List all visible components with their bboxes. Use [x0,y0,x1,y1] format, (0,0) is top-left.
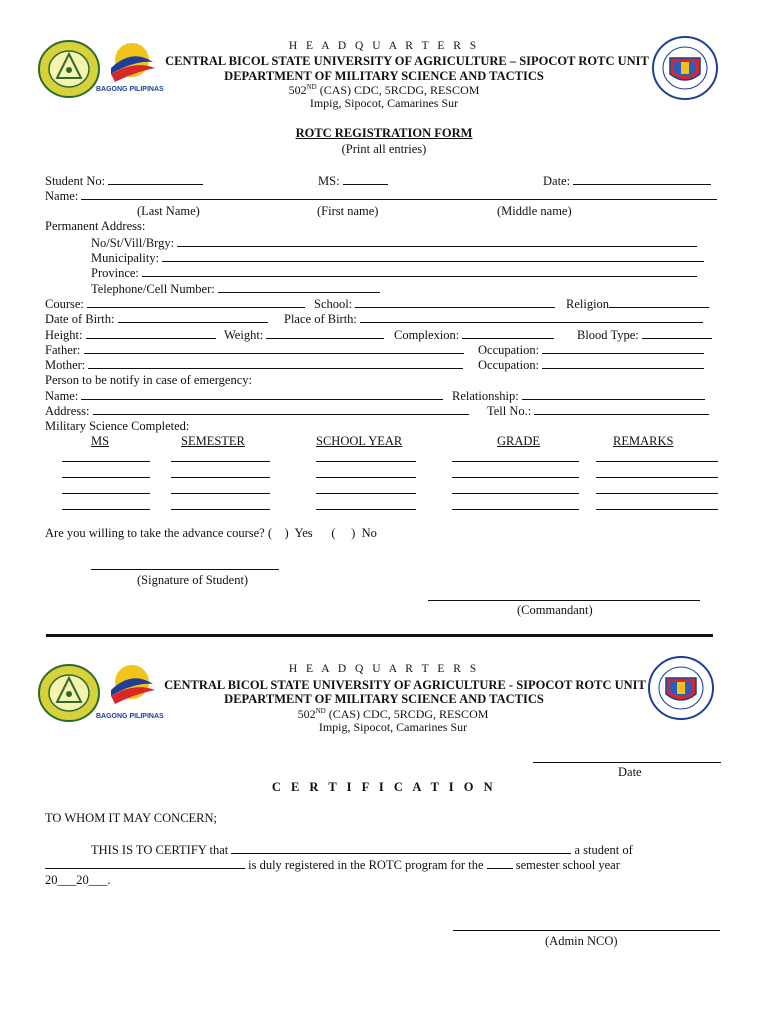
complexion-field[interactable] [394,327,554,343]
last-name-caption: (Last Name) [137,204,200,218]
weight-field[interactable] [224,327,384,343]
father-occupation-label: Occupation: [478,343,540,357]
dob-label: Date of Birth: [45,312,115,326]
name-field[interactable] [45,188,717,204]
telephone-label: Telephone/Cell Number: [91,282,215,296]
col-semester: SEMESTER [181,434,245,448]
relationship-label: Relationship: [452,389,519,403]
table-cell-line[interactable] [171,509,270,510]
street-label: No/St/Vill/Brgy: [91,236,175,250]
unit-suffix: (CAS) CDC, 5RCDG, RESCOM [316,83,480,97]
school-year-field[interactable]: 20___20___. [45,873,111,887]
advance-course-question[interactable]: Are you willing to take the advance course? ( ) Yes ( ) No [45,526,377,540]
unit-suffix-2: (CAS) CDC, 5RCDG, RESCOM [325,707,489,721]
mother-label: Mother: [45,358,86,372]
mother-field[interactable] [45,357,463,373]
blood-type-label: Blood Type: [577,328,639,342]
table-cell-line[interactable] [596,493,718,494]
street-field[interactable] [91,235,697,251]
col-grade: GRADE [497,434,541,448]
province-field[interactable] [91,265,697,281]
pob-label: Place of Birth: [284,312,357,326]
certify-text-d: semester school year [515,858,620,872]
admin-signature-line[interactable] [453,930,720,931]
table-cell-line[interactable] [596,509,718,510]
ms-label: MS: [318,174,340,188]
father-occupation-field[interactable] [478,342,704,358]
col-remarks: REMARKS [613,434,674,448]
permanent-address-label: Permanent Address: [45,219,146,233]
department-name-2: DEPARTMENT OF MILITARY SCIENCE AND TACTICS [224,692,544,706]
student-name-blank[interactable] [231,842,571,854]
certify-text-b: a student of [574,843,633,857]
form-subtitle: (Print all entries) [341,142,427,156]
table-cell-line[interactable] [171,461,270,462]
certify-line-1[interactable] [91,842,633,858]
table-cell-line[interactable] [171,477,270,478]
headquarters-label: H E A D Q U A R T E R S [288,40,480,52]
form-title: ROTC REGISTRATION FORM [295,126,473,140]
relationship-field[interactable] [452,388,705,404]
commandant-caption: (Commandant) [517,603,593,617]
school-blank[interactable] [45,857,245,869]
course-label: Course: [45,297,84,311]
table-cell-line[interactable] [62,493,150,494]
semester-blank[interactable] [487,857,513,869]
cert-date-caption: Date [618,765,642,779]
emergency-name-field[interactable] [45,388,443,404]
height-label: Height: [45,328,83,342]
date-field[interactable] [543,173,711,189]
religion-label: Religion [566,297,610,311]
student-no-field[interactable] [45,173,203,189]
table-cell-line[interactable] [452,509,579,510]
first-name-caption: (First name) [317,204,379,218]
table-cell-line[interactable] [596,477,718,478]
certify-text-c: is duly registered in the ROTC program for the [248,858,484,872]
university-name: CENTRAL BICOL STATE UNIVERSITY OF AGRICULTURE – SIPOCOT ROTC UNIT [165,54,649,68]
table-cell-line[interactable] [316,461,416,462]
father-label: Father: [45,343,81,357]
table-cell-line[interactable] [316,509,416,510]
telephone-field[interactable] [91,281,380,297]
col-ms: MS [91,434,110,448]
address-line: Impig, Sipocot, Camarines Sur [309,96,459,110]
school-field[interactable] [314,296,555,312]
dob-field[interactable] [45,311,268,327]
municipality-field[interactable] [91,250,704,266]
address-line-2: Impig, Sipocot, Camarines Sur [318,720,468,734]
tell-no-field[interactable] [487,403,709,419]
middle-name-caption: (Middle name) [497,204,572,218]
table-cell-line[interactable] [452,477,579,478]
table-cell-line[interactable] [596,461,718,462]
col-school-year: SCHOOL YEAR [316,434,403,448]
admin-nco-caption: (Admin NCO) [545,934,618,948]
commandant-signature-line[interactable] [428,600,700,601]
table-cell-line[interactable] [452,493,579,494]
emergency-address-label: Address: [45,404,90,418]
blood-type-field[interactable] [577,327,712,343]
student-signature-line[interactable] [91,569,279,570]
section-divider [46,634,713,637]
bagong-pilipinas-label-2: BAGONG PILIPINAS [96,713,164,720]
unit-prefix: 502 [288,83,307,97]
headquarters-label-2: H E A D Q U A R T E R S [288,663,480,675]
course-field[interactable] [45,296,305,312]
province-label: Province: [91,266,139,280]
to-whom-label: TO WHOM IT MAY CONCERN; [45,811,218,825]
table-cell-line[interactable] [316,477,416,478]
table-cell-line[interactable] [171,493,270,494]
certification-title: C E R T I F I C A T I O N [271,780,497,794]
table-cell-line[interactable] [62,477,150,478]
municipality-label: Municipality: [91,251,160,265]
certify-line-2[interactable] [45,857,620,873]
unit-sup: ND [306,83,317,91]
table-cell-line[interactable] [62,461,150,462]
emergency-name-label: Name: [45,389,79,403]
university-name-2: CENTRAL BICOL STATE UNIVERSITY OF AGRICULTURE - SIPOCOT ROTC UNIT [164,678,646,692]
emergency-address-field[interactable] [45,403,469,419]
table-cell-line[interactable] [452,461,579,462]
bagong-pilipinas-label: BAGONG PILIPINAS [96,86,164,93]
emergency-label: Person to be notify in case of emergency: [45,373,253,387]
unit-sup-2: ND [315,707,326,715]
unit-prefix-2: 502 [297,707,316,721]
military-science-label: Military Science Completed: [45,419,190,433]
table-cell-line[interactable] [62,509,150,510]
ms-field[interactable] [318,173,388,189]
religion-field[interactable] [566,296,709,312]
date-label: Date: [543,174,571,188]
father-field[interactable] [45,342,464,358]
mother-occupation-field[interactable] [478,357,704,373]
complexion-label: Complexion: [394,328,460,342]
height-field[interactable] [45,327,216,343]
pob-field[interactable] [284,311,703,327]
table-cell-line[interactable] [316,493,416,494]
student-no-label: Student No: [45,174,106,188]
cert-date-line[interactable] [533,762,721,763]
department-name: DEPARTMENT OF MILITARY SCIENCE AND TACTICS [224,69,544,83]
student-signature-caption: (Signature of Student) [137,573,249,587]
mother-occupation-label: Occupation: [478,358,540,372]
tell-no-label: Tell No.: [487,404,532,418]
weight-label: Weight: [224,328,264,342]
school-label: School: [314,297,353,311]
name-label: Name: [45,189,79,203]
certify-text-a: THIS IS TO CERTIFY that [91,843,229,857]
